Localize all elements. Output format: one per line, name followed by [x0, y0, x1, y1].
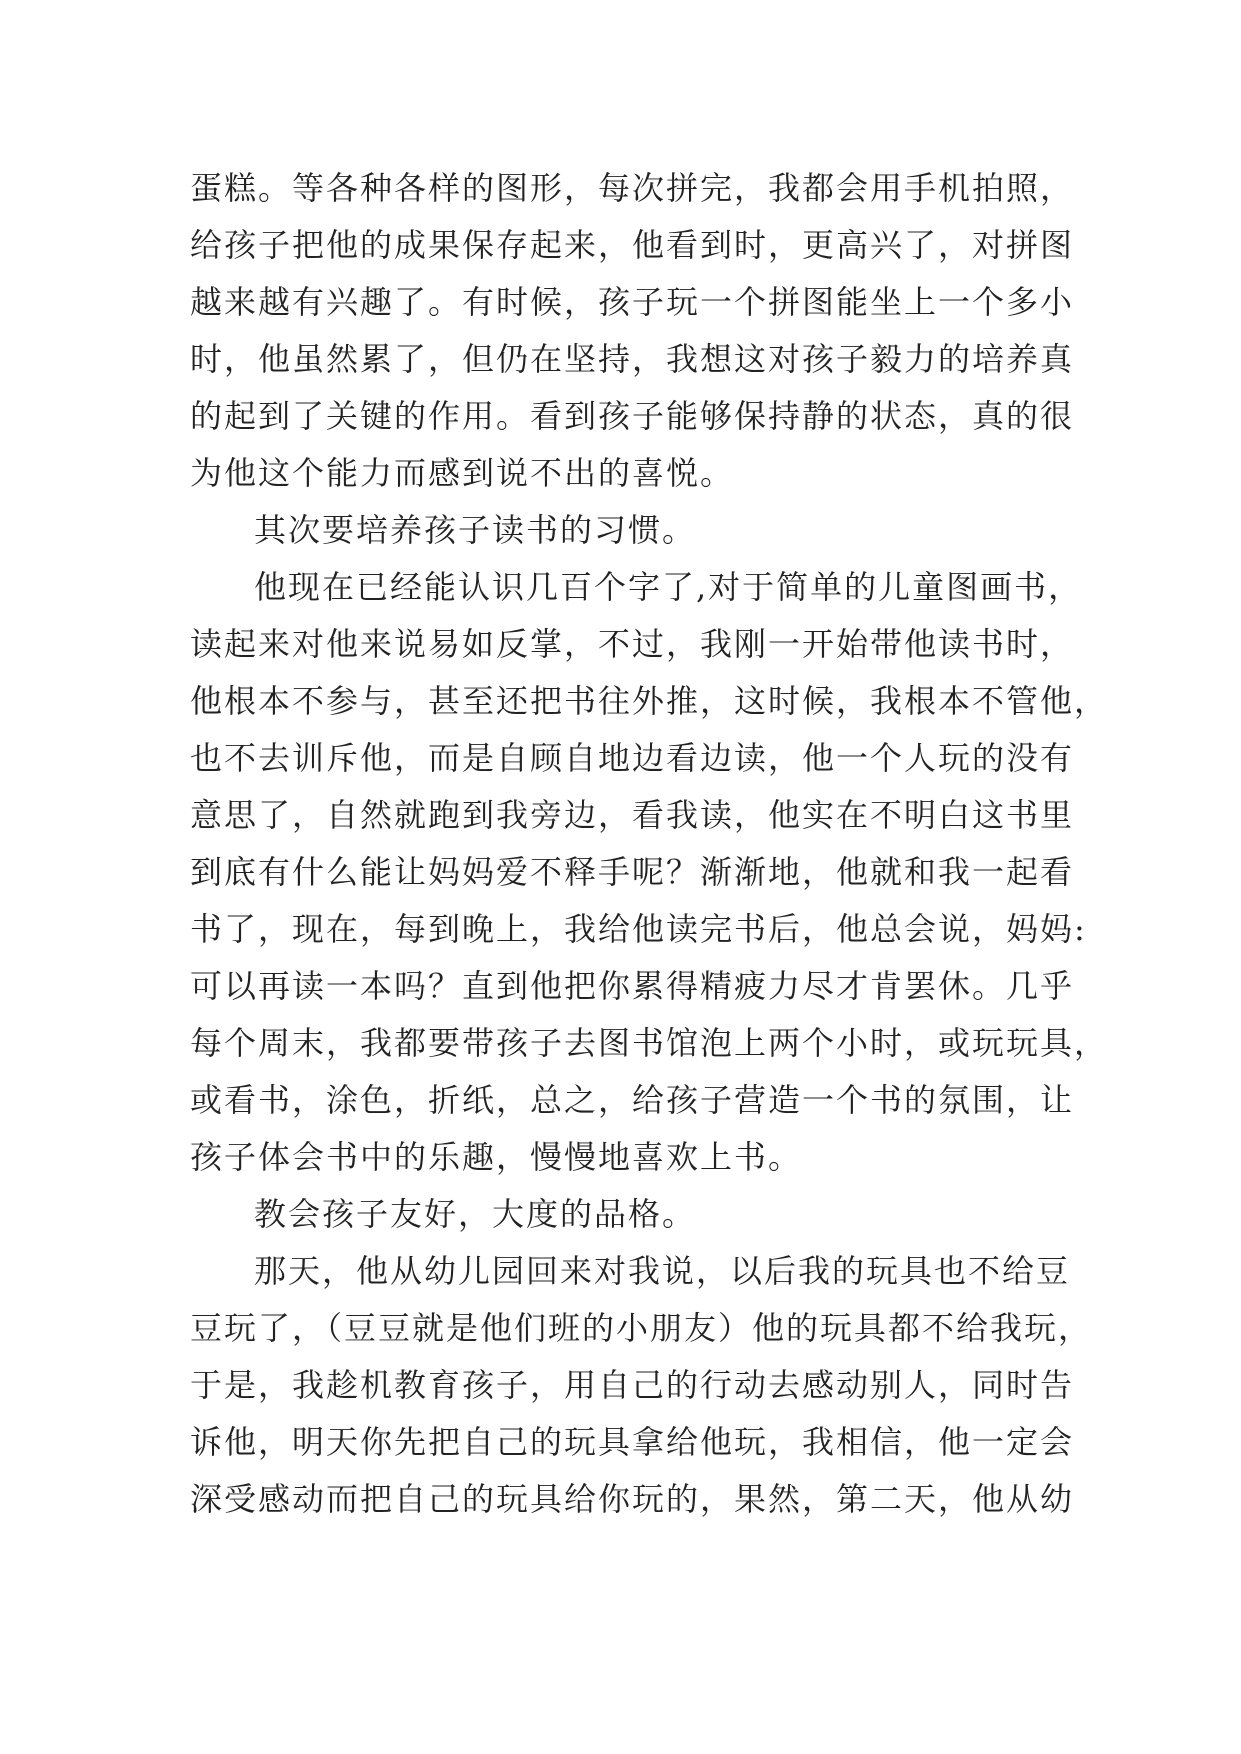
text-line: 读起来对他来说易如反掌，不过，我刚一开始带他读书时， — [190, 625, 1075, 663]
text-line: 意思了，自然就跑到我旁边，看我读，他实在不明白这书里 — [190, 796, 1075, 834]
text-line: 深受感动而把自己的玩具给你玩的，果然，第二天，他从幼 — [190, 1480, 1075, 1518]
paragraph-start: 那天，他从幼儿园回来对我说，以后我的玩具也不给豆 — [254, 1252, 1071, 1290]
text-line: 也不去训斥他，而是自顾自地边看边读，他一个人玩的没有 — [190, 739, 1075, 777]
text-line: 每个周末，我都要带孩子去图书馆泡上两个小时，或玩玩具， — [190, 1024, 1109, 1062]
text-line: 蛋糕。等各种各样的图形，每次拼完，我都会用手机拍照， — [190, 169, 1075, 207]
text-line: 可以再读一本吗？直到他把你累得精疲力尽才肯罢休。几乎 — [190, 967, 1075, 1005]
text-line: 于是，我趁机教育孩子，用自己的行动去感动别人，同时告 — [190, 1366, 1075, 1404]
text-line: 豆玩了，（豆豆就是他们班的小朋友）他的玩具都不给我玩， — [190, 1309, 1093, 1347]
paragraph-start: 他现在已经能认识几百个字了,对于简单的儿童图画书， — [254, 568, 1083, 606]
text-line: 他根本不参与，甚至还把书往外推，这时候，我根本不管他， — [190, 682, 1109, 720]
text-line: 时，他虽然累了，但仍在坚持，我想这对孩子毅力的培养真 — [190, 340, 1075, 378]
section-heading: 其次要培养孩子读书的习惯。 — [254, 511, 697, 549]
document-body — [190, 160, 1109, 1528]
section-heading: 教会孩子友好，大度的品格。 — [254, 1195, 697, 1233]
text-line: 书了，现在，每到晚上，我给他读完书后，他总会说，妈妈: — [190, 910, 1087, 948]
text-line: 的起到了关键的作用。看到孩子能够保持静的状态，真的很 — [190, 397, 1075, 435]
text-line: 诉他，明天你先把自己的玩具拿给他玩，我相信，他一定会 — [190, 1423, 1075, 1461]
text-line: 越来越有兴趣了。有时候，孩子玩一个拼图能坐上一个多小 — [190, 283, 1075, 321]
text-line: 给孩子把他的成果保存起来，他看到时，更高兴了，对拼图 — [190, 226, 1075, 264]
text-line: 到底有什么能让妈妈爱不释手呢？渐渐地，他就和我一起看 — [190, 853, 1075, 891]
text-line: 孩子体会书中的乐趣，慢慢地喜欢上书。 — [190, 1138, 803, 1176]
text-line: 或看书，涂色，折纸，总之，给孩子营造一个书的氛围，让 — [190, 1081, 1075, 1119]
text-line: 为他这个能力而感到说不出的喜悦。 — [190, 454, 735, 492]
